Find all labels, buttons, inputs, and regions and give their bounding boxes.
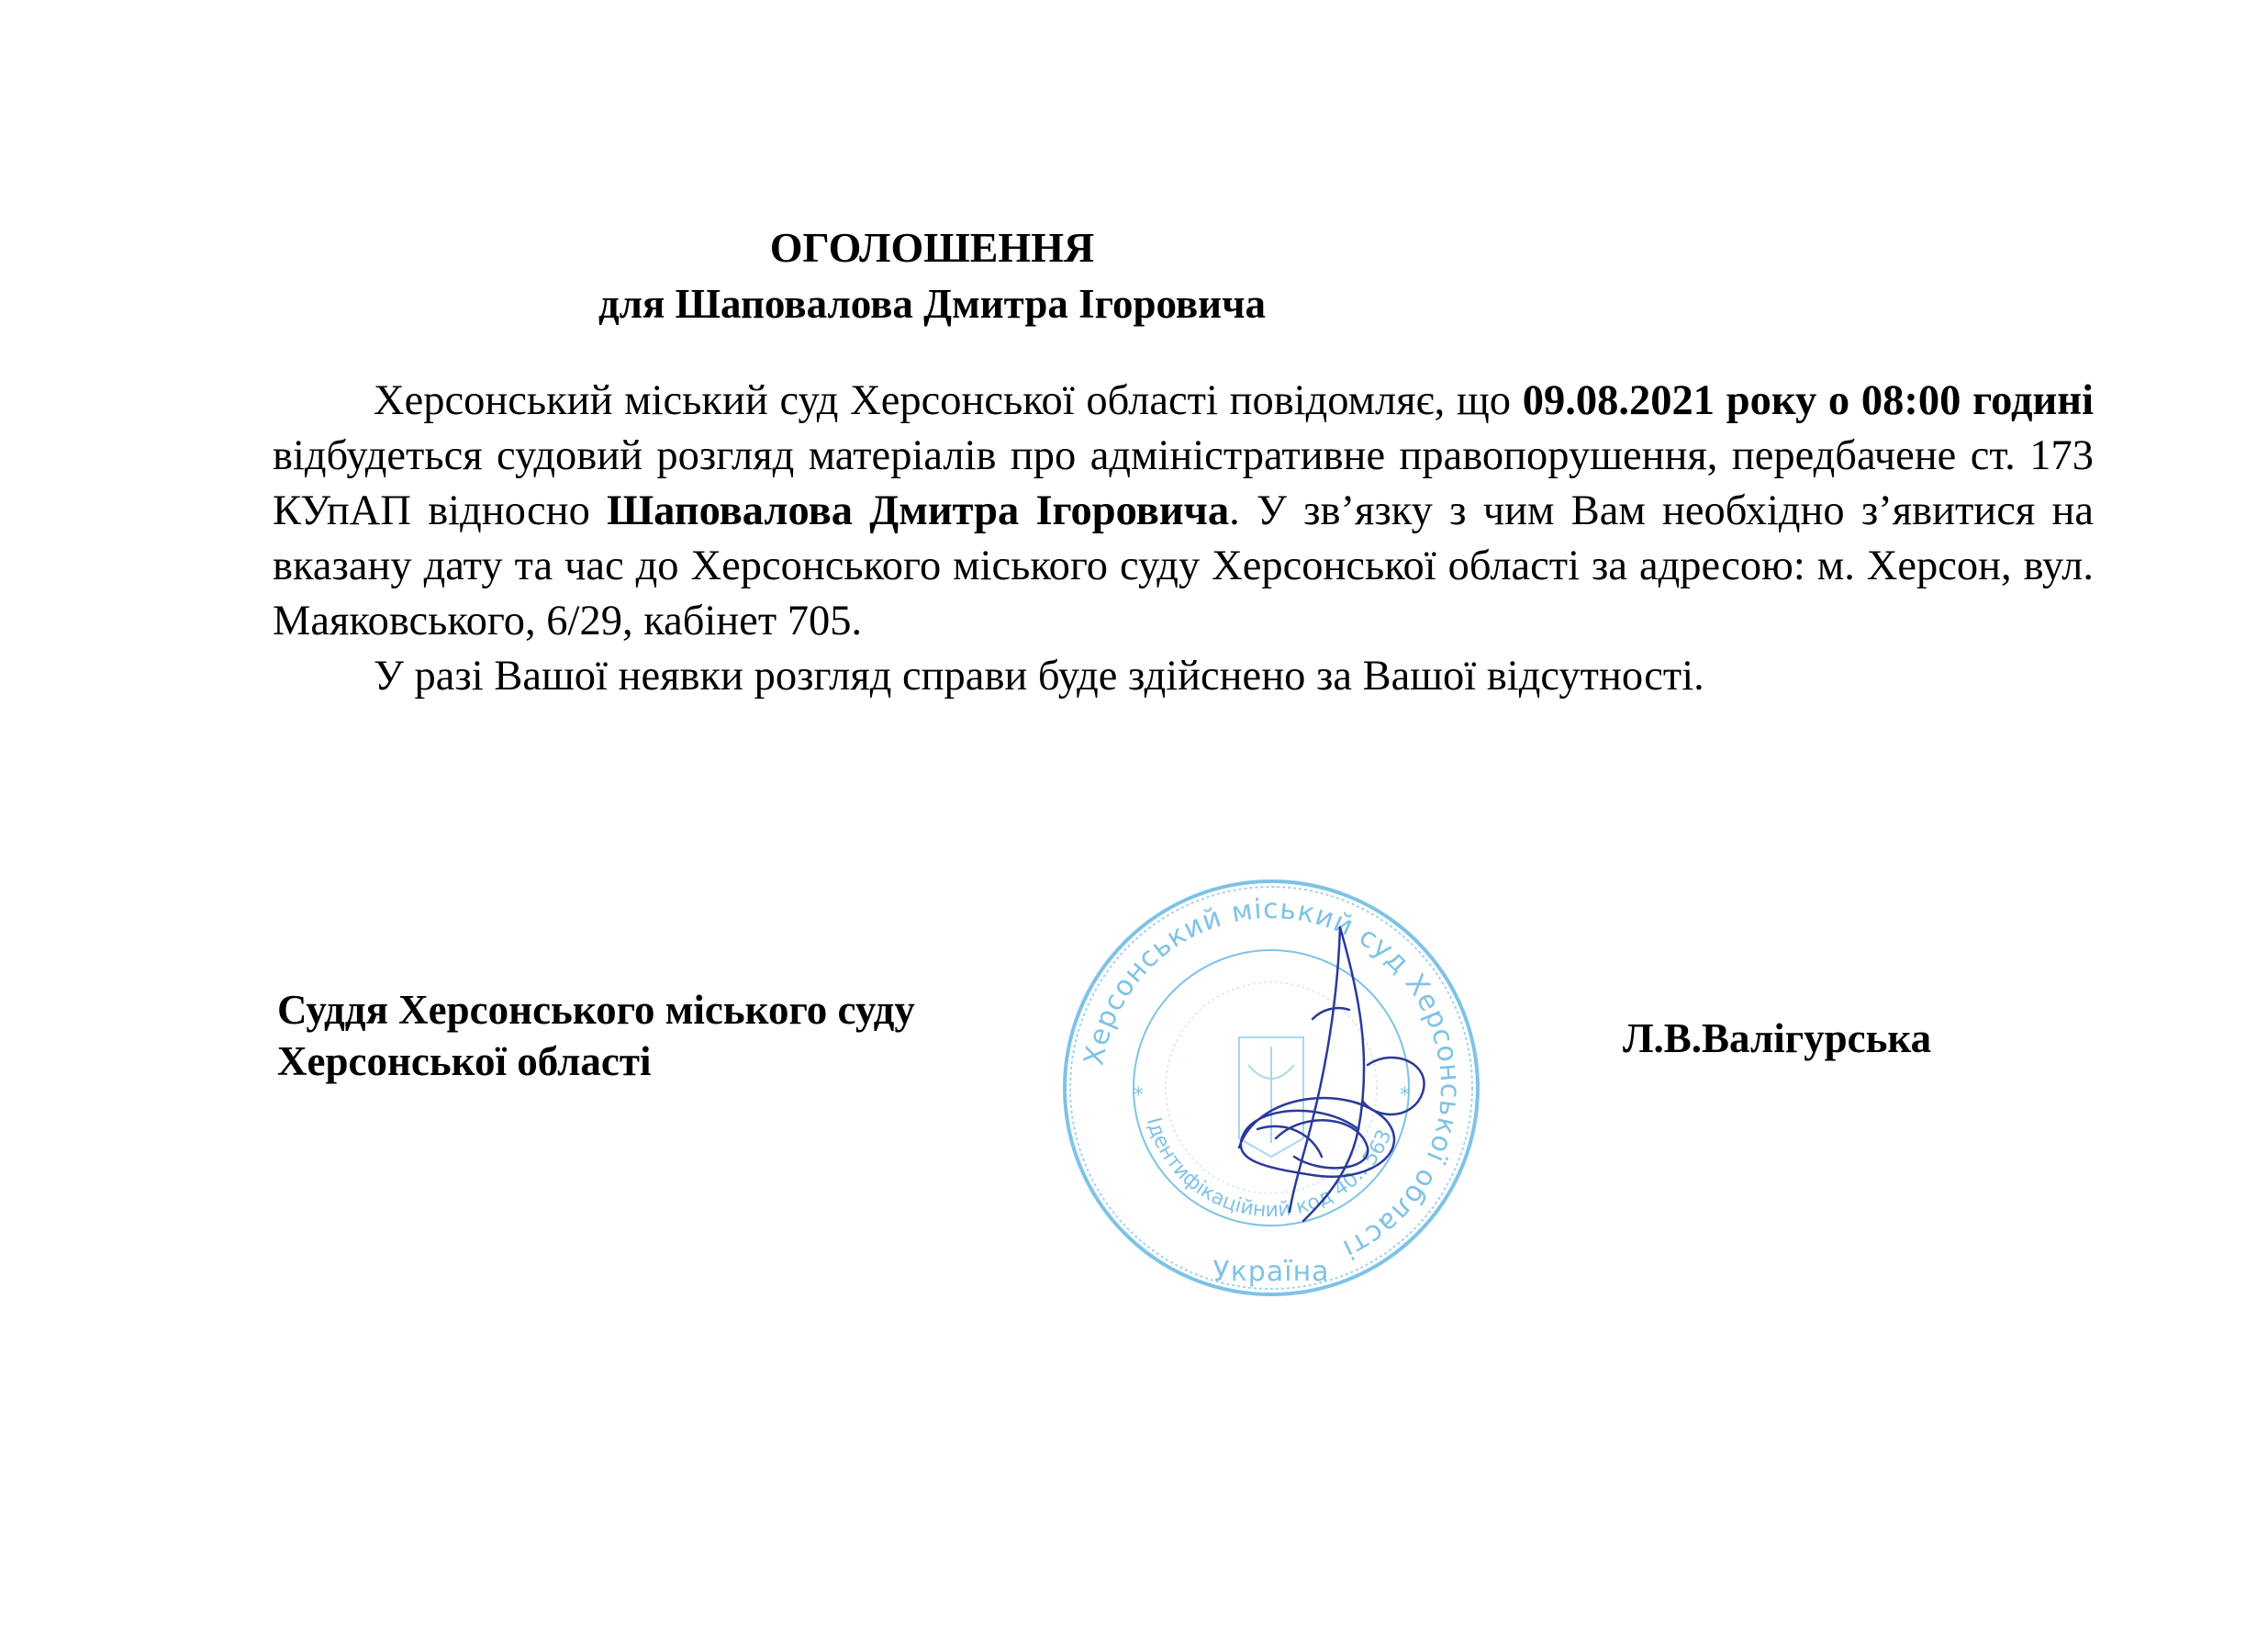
judge-position (277, 984, 915, 1087)
seal-outer-text: Херсонський міський суд Херсонської області (1078, 892, 1467, 1266)
announcement-subtitle: для Шаповалова Дмитра Ігоровича (598, 281, 1266, 327)
judge-signature (1202, 909, 1441, 1239)
seal-star-right: * (1400, 1084, 1410, 1107)
seal-star-left: * (1134, 1084, 1144, 1107)
judge-name: Л.В.Валігурська (1623, 1015, 1932, 1061)
judge-position-line1: Суддя Херсонського міського суду (277, 987, 915, 1033)
paragraph-main-part1: Херсонський міський суд Херсонської області повідомляє, що (374, 377, 1523, 424)
paragraph-main-part3: . У зв’язку з чим Вам необхідно з’явитися на вказану дату та час до Херсонського міського суду Херсонської області за адресою: м. Херсон, вул. Маяковського, 6/29, кабінет 705. (273, 487, 2094, 644)
paragraph-main (273, 374, 2094, 649)
paragraph-main-part2: відбудеться судовий розгляд матеріалів про адміністративне правопорушення, передбачене ст. 173 КУпАП відносно (273, 432, 2094, 534)
judge-position-line2: Херсонської області (277, 1038, 652, 1084)
announcement-body (273, 374, 2094, 704)
paragraph-absence-notice: У разі Вашої неявки розгляд справи буде здійснено за Вашої відсутності. (374, 653, 1704, 700)
seal-bottom-text: Україна (1212, 1256, 1330, 1288)
announcement-title: ОГОЛОШЕННЯ (769, 224, 1095, 271)
seal-inner-text: Ідентифікаційний код 40...563 (1141, 1114, 1397, 1223)
hearing-datetime: 09.08.2021 року о 08:00 годині (1522, 377, 2094, 424)
addressee-name: Шаповалова Дмитра Ігоровича (607, 487, 1230, 534)
